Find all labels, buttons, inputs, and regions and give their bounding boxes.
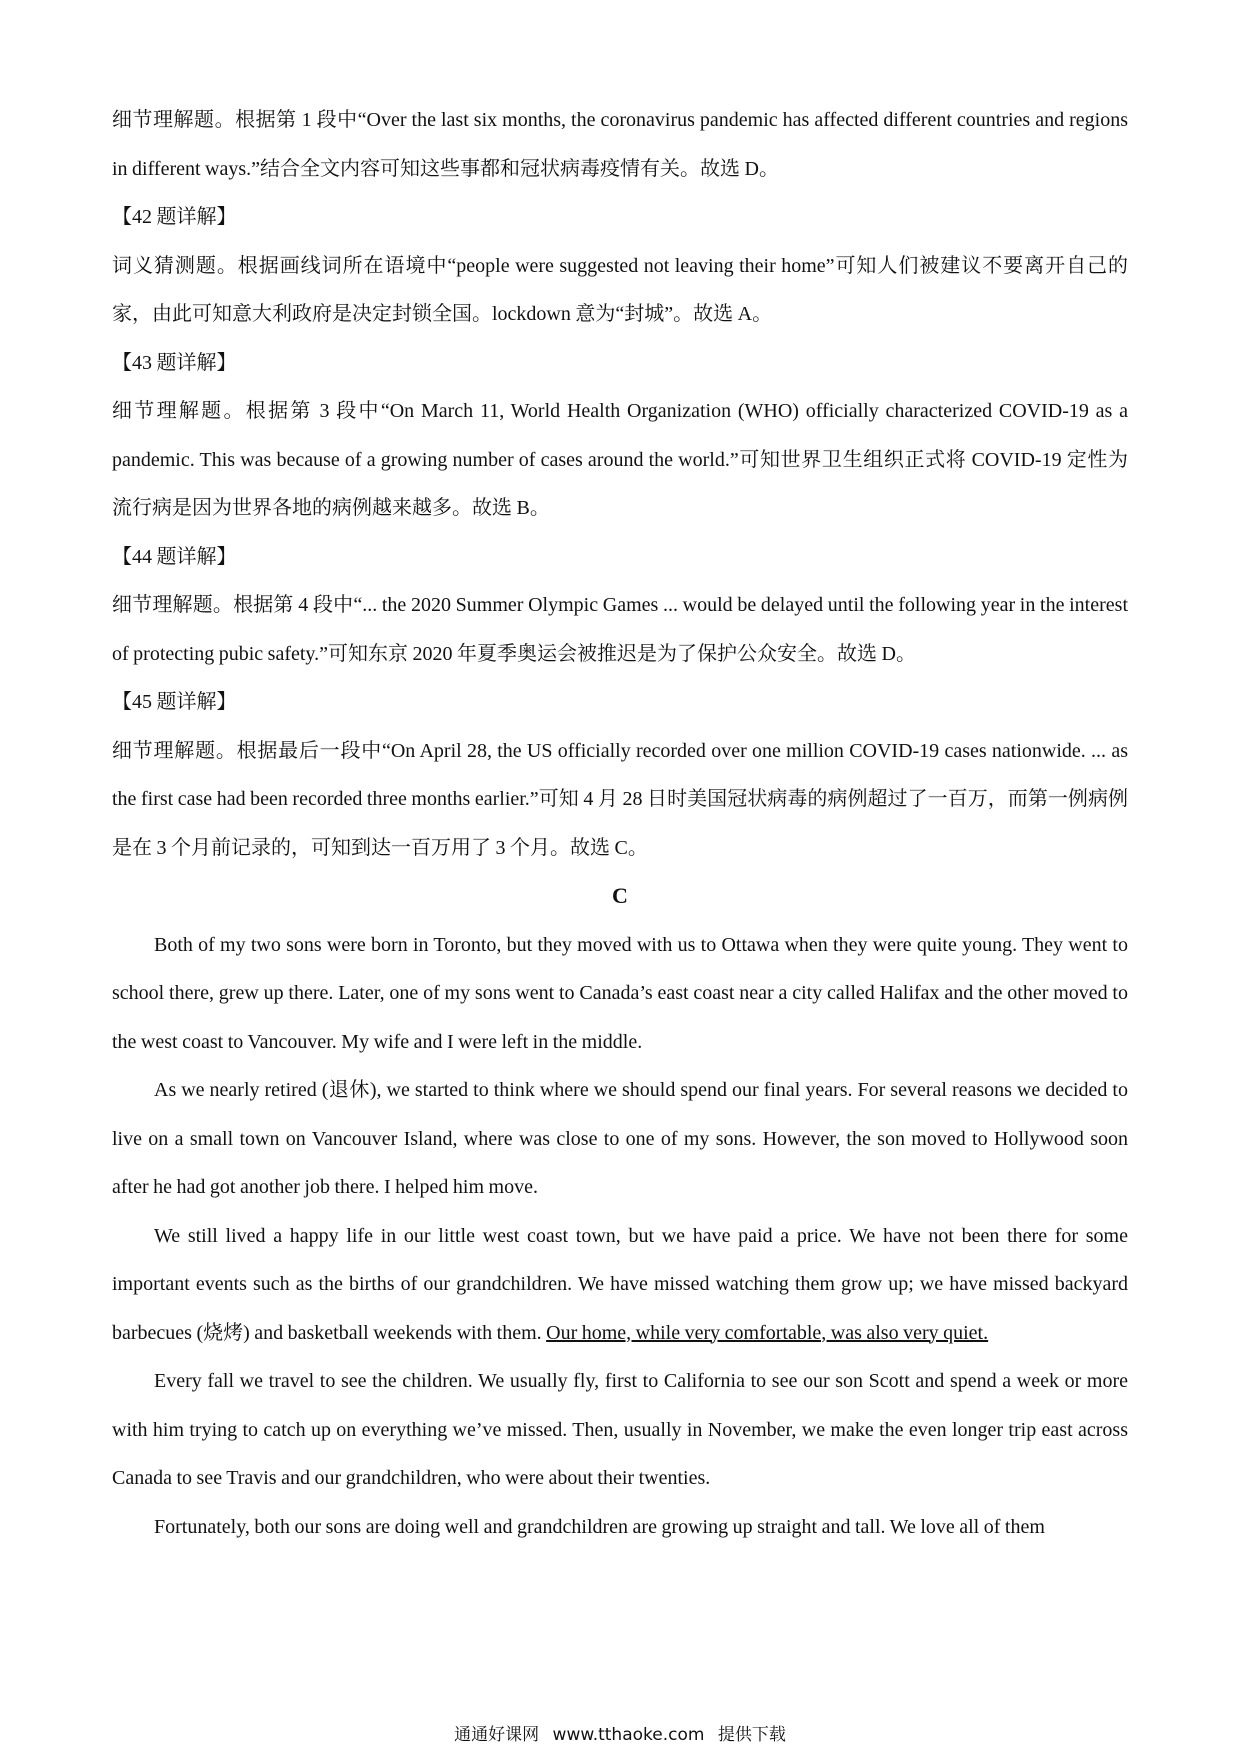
passage-paragraph-2: As we nearly retired (退休), we started to think where we should spend our final years. For several reasons we decided to live on a small town on Vancouver Island, where was close to one of my sons. However, the son moved to Hollywood soon after he had got another job there. I helped him move. (112, 1079, 1128, 1198)
passage-paragraph-3-text: We still lived a happy life in our little west coast town, but we have paid a price. We have not been there for some important events such as the births of our grandchildren. We have missed watching them grow up; we have missed backyard barbecues (烧烤) and basketball weekends with them. (112, 1224, 1128, 1344)
passage-paragraph-1: Both of my two sons were born in Toronto, but they moved with us to Ottawa when they were quite young. They went to school there, grew up there. Later, one of my sons went to Canada’s east coast near a city called Halifax and the other moved to the west coast to Vancouver. My wife and I were left in the middle. (112, 933, 1128, 1053)
q41-explanation: 细节理解题。根据第 1 段中“Over the last six months, the coronavirus pandemic has affected different countries and regions in different ways.”结合全文内容可知这些事都和冠状病毒疫情有关。故选 D。 (112, 109, 1128, 180)
passage-paragraph-5: Fortunately, both our sons are doing well and grandchildren are growing up straight and tall. We love all of them (154, 1515, 1045, 1538)
q45-explanation: 细节理解题。根据最后一段中“On April 28, the US officially recorded over one million COVID-19 cases nationwide. ... as the first case had been recorded three months earlier.”可知 4 月 28 日时美国冠状病毒的病例超过了一百万，而第一例病例是在 3 个月前记录的，可知到达一百万用了 3 个月。故选 C。 (112, 739, 1128, 859)
q42-heading: 【42 题详解】 (112, 206, 237, 228)
q44-heading: 【44 题详解】 (112, 545, 237, 568)
q45-heading: 【45 题详解】 (112, 691, 237, 713)
passage-paragraph-4: Every fall we travel to see the children. We usually fly, first to California to see our son Scott and spend a week or more with him trying to catch up on everything we’ve missed. Then, usually in November, we make the even longer trip east across Canada to see Travis and our grandchildren, who were about their twenties. (112, 1370, 1128, 1489)
q44-explanation: 细节理解题。根据第 4 段中“... the 2020 Summer Olympic Games ... would be delayed until the following year in the interest of protecting pubic safety.”可知东京 2020 年夏季奥运会被推迟是为了保护公众安全。故选 D。 (112, 594, 1128, 665)
section-c-title: C (612, 883, 628, 908)
q42-explanation: 词义猜测题。根据画线词所在语境中“people were suggested not leaving their home”可知人们被建议不要离开自己的家，由此可知意大利政府是决定封锁全国。lockdown 意为“封城”。故选 A。 (112, 254, 1128, 325)
q43-explanation: 细节理解题。根据第 3 段中“On March 11, World Health Organization (WHO) officially characterized COVID-19 as a pandemic. This was because of a growing number of cases around the world.”可知世界卫生组织正式将 COVID-19 定性为流行病是因为世界各地的病例越来越多。故选 B。 (112, 400, 1128, 519)
q43-heading: 【43 题详解】 (112, 351, 237, 374)
page-footer (0, 1720, 1240, 1745)
underlined-sentence: Our home, while very comfortable, was also very quiet. (546, 1321, 989, 1344)
passage-paragraph-3 (112, 1212, 1128, 1358)
document-page (112, 96, 1128, 1551)
footer-url: www.tthaoke.com (552, 1725, 705, 1745)
footer-suffix: 提供下载 (717, 1725, 786, 1745)
footer-site-name: 通通好课网 (454, 1725, 540, 1745)
